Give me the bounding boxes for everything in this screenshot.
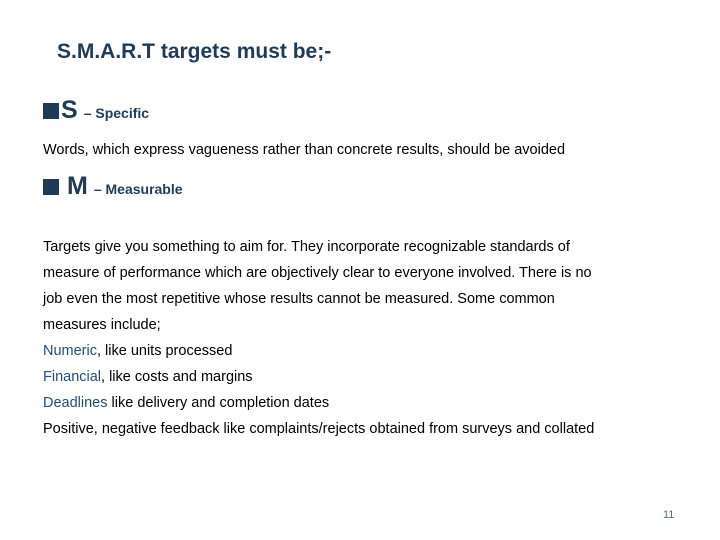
measure-text: , like costs and margins xyxy=(101,369,253,385)
measure-text: like delivery and completion dates xyxy=(107,395,330,411)
measure-item-financial xyxy=(43,369,253,385)
bullet-label-measurable: – Measurable xyxy=(93,181,183,197)
bullet-label-specific: – Specific xyxy=(83,105,150,121)
square-bullet-icon xyxy=(43,103,59,119)
measure-item-numeric xyxy=(43,343,232,359)
paragraph-line: Targets give you something to aim for. They incorporate recognizable standards of xyxy=(43,239,570,255)
bullet-specific xyxy=(43,96,149,125)
measure-text: , like units processed xyxy=(96,343,233,359)
measure-keyword: Deadlines xyxy=(43,395,108,411)
specific-description: Words, which express vagueness rather than concrete results, should be avoided xyxy=(43,142,566,158)
paragraph-line: measures include; xyxy=(43,317,161,333)
slide-title: S.M.A.R.T targets must be;- xyxy=(57,40,332,63)
page-number: 11 xyxy=(663,509,675,521)
bullet-measurable xyxy=(43,172,183,201)
measure-keyword: Numeric xyxy=(43,343,97,359)
measure-keyword: Financial xyxy=(43,369,102,385)
paragraph-line: measure of performance which are objectively clear to everyone involved. There is no xyxy=(43,265,592,281)
square-bullet-icon xyxy=(43,179,59,195)
measure-item-feedback: Positive, negative feedback like complaints/rejects obtained from surveys and collated xyxy=(43,421,595,437)
bullet-letter-m: M xyxy=(67,172,88,200)
measure-item-deadlines xyxy=(43,395,329,411)
bullet-letter-s: S xyxy=(61,96,78,124)
paragraph-line: job even the most repetitive whose results cannot be measured. Some common xyxy=(43,291,555,307)
